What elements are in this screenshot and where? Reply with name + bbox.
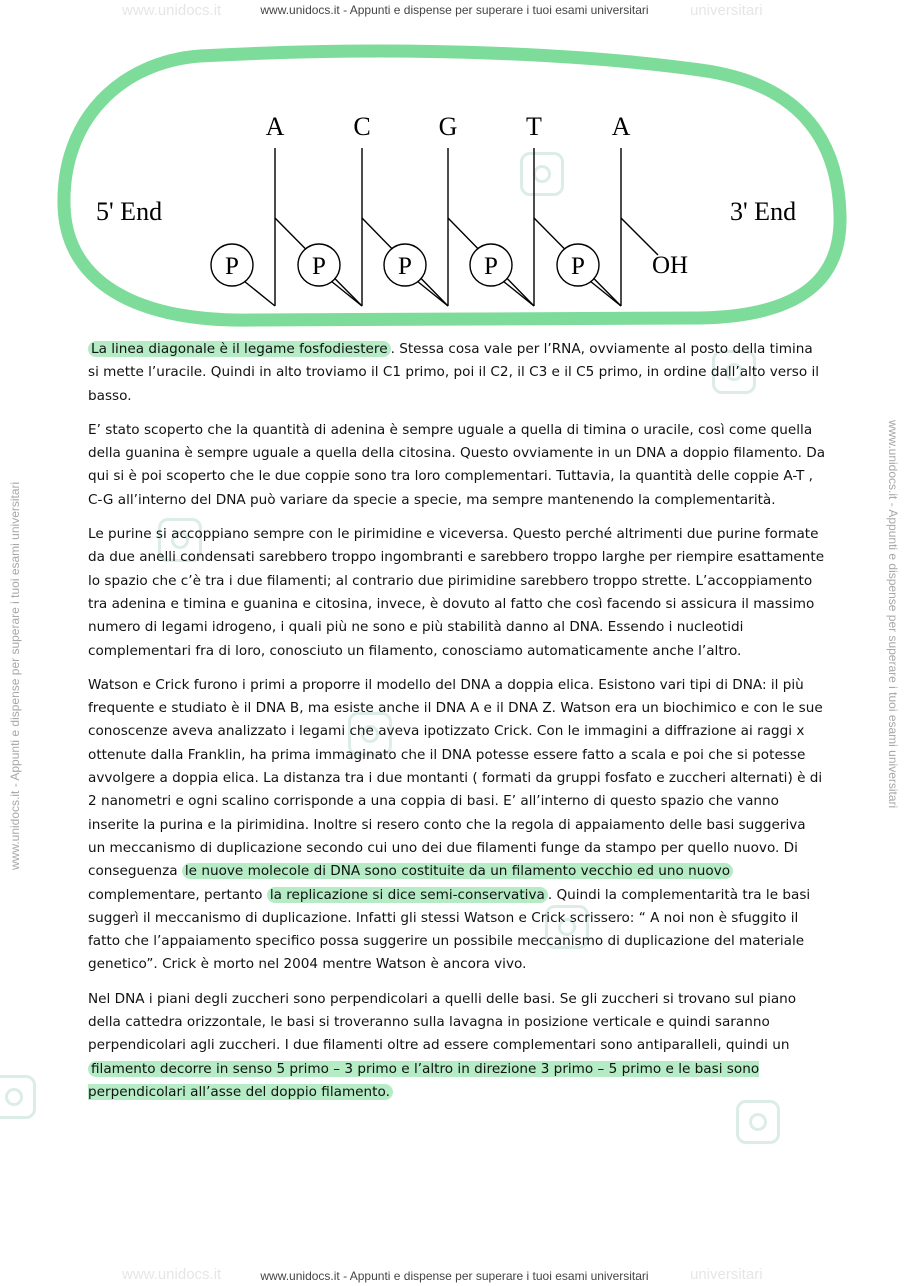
base-label-5: A [611,112,631,141]
side-watermark-left: www.unidocs.it - Appunti e dispense per superare i tuoi esami universitari [8,481,22,870]
phosphate-link-3 [417,281,448,306]
base-label-4: T [526,112,542,141]
phosphate-link-4 [503,281,534,306]
highlight-antiparallel: filamento decorre in senso 5 primo – 3 primo e l’altro in direzione 3 primo – 5 primo e le basi sono perpendicolari all’asse del doppio filamento. [88,1060,760,1100]
paragraph-5 [88,988,826,1104]
base-label-2: C [353,112,371,141]
phosphate-link-1 [244,281,275,306]
side-watermark-right: www.unidocs.it - Appunti e dispense per superare i tuoi esami universitari [886,420,900,809]
paragraph-4-text-a: Watson e Crick furono i primi a proporre il modello del DNA a doppia elica. Esistono vari tipi di DNA: il più frequente e studiato è il DNA B, ma esiste anche il DNA A e il DNA Z. Watson era un biochimico e con le sue conoscenze aveva analizzato i legami che aveva ipotizzato Crick. Con le immagini a diffrazione ai raggi x ottenute dalla Franklin, ha prima immaginato che il DNA potesse essere fatto a scala e poi che si potesse avvolgere a doppia elica. La distanza tra i due montanti ( formati da gruppi fosfato e zuccheri alternati) è di 2 nanometri e ogni scalino corrisponde a una coppia di basi. E’ all’interno di questo spazio che vanno inserite la purina e la pirimidina. Inoltre si resero conto che la regola di appaiamento delle basi suggeriva un meccanismo di duplicazione secondo cui uno dei due filamenti funge da stampo per quello nuovo. Di conseguenza [88,676,823,880]
paragraph-5-text-a: Nel DNA i piani degli zuccheri sono perpendicolari a quelli delle basi. Se gli zuccheri si trovano sul piano della cattedra orizzontale, le basi si troveranno sulla lavagna in posizione verticale e quindi saranno perpendicolari agli zuccheri. I due filamenti oltre ad essere complementari sono antiparalleli, quindi un [88,990,797,1054]
top-watermark-banner: www.unidocs.it - Appunti e dispense per superare i tuoi esami universitari [260,3,649,17]
phosphate-link-2 [331,281,362,306]
paragraph-4-text-b: complementare, pertanto [88,886,267,903]
ghost-watermark-right: universitari [690,2,763,19]
document-body [88,338,826,1115]
ghost-watermark-left: www.unidocs.it [122,2,222,19]
ghost-watermark-bottom-left: www.unidocs.it [122,1266,222,1283]
base-label-3: G [438,112,458,141]
bottom-watermark-banner: www.unidocs.it - Appunti e dispense per superare i tuoi esami universitari [260,1269,649,1283]
ghost-watermark-bottom-right: universitari [690,1266,763,1283]
paragraph-1-text: . Stessa cosa vale per l’RNA, ovviamente al posto della timina si mette l’uracile. Quindi in alto troviamo il C1 primo, poi il C2, il C3 e il C5 primo, in ordine dall’alto verso il basso. [88,341,820,404]
hydroxyl-label: OH [652,252,689,279]
paragraph-4-text-c: . Quindi la complementarità tra le basi suggerì il meccanismo di duplicazione. Infatti gli stessi Watson e Crick scrissero: “ A noi non è sfuggito il fatto che l’appaiamento specifico possa suggerire un possibile meccanismo di duplicazione del materiale genetico”. Crick è morto nel 2004 mentre Watson è ancora vivo. [88,886,811,973]
highlight-semi-conservative: la replicazione si dice semi-conservativa [267,887,548,903]
three-prime-label: 3' End [730,197,797,226]
paragraph-3: Le purine si accoppiano sempre con le pirimidine e viceversa. Questo perché altrimenti due purine formate da due anelli condensati sarebbero troppo ingombranti e sarebbero troppo larghe per riempire esattamente lo spazio che c’è tra i due filamenti; al contrario due pirimidine sarebbero troppo strette. L’accoppiamento tra adenina e timina e guanina e citosina, invece, è dovuto al fatto che così facendo si assicura il massimo numero di legami idrogeno, i quali più ne sono e più stabilità danno al DNA. Essendo i nucleotidi complementari fra di loro, conosciuto un filamento, conosciamo automaticamente anche l’altro. [88,526,825,659]
watermark-logo-icon [0,1075,36,1119]
phosphate-label-3: P [398,253,412,280]
base-label-1: A [265,112,285,141]
phosphate-link-5 [590,281,621,306]
phosphate-label-2: P [312,253,326,280]
highlight-new-molecules: le nuove molecole di DNA sono costituite da un filamento vecchio ed uno nuovo [182,863,733,879]
highlight-circle [64,51,840,320]
paragraph-2: E’ stato scoperto che la quantità di adenina è sempre uguale a quella di timina o uracile, così come quella della guanina è sempre uguale a quella della citosina. Questo ovviamente in un DNA a doppio filamento. Da qui si è poi scoperto che le due coppie sono tra loro complementari. Tuttavia, la quantità delle coppie A-T , C-G all’interno del DNA può variare da specie a specie, ma sempre mantenendo la complementarità. [88,421,826,508]
phosphate-label-1: P [225,253,239,280]
highlight-phosphodiester: La linea diagonale è il legame fosfodiestere [88,341,391,357]
dna-strand-diagram [0,0,909,330]
phosphate-label-4: P [484,253,498,280]
diagonal-bond-5 [621,218,658,255]
phosphate-label-5: P [571,253,585,280]
paragraph-1 [88,338,826,408]
five-prime-label: 5' End [96,197,163,226]
paragraph-4 [88,674,826,977]
